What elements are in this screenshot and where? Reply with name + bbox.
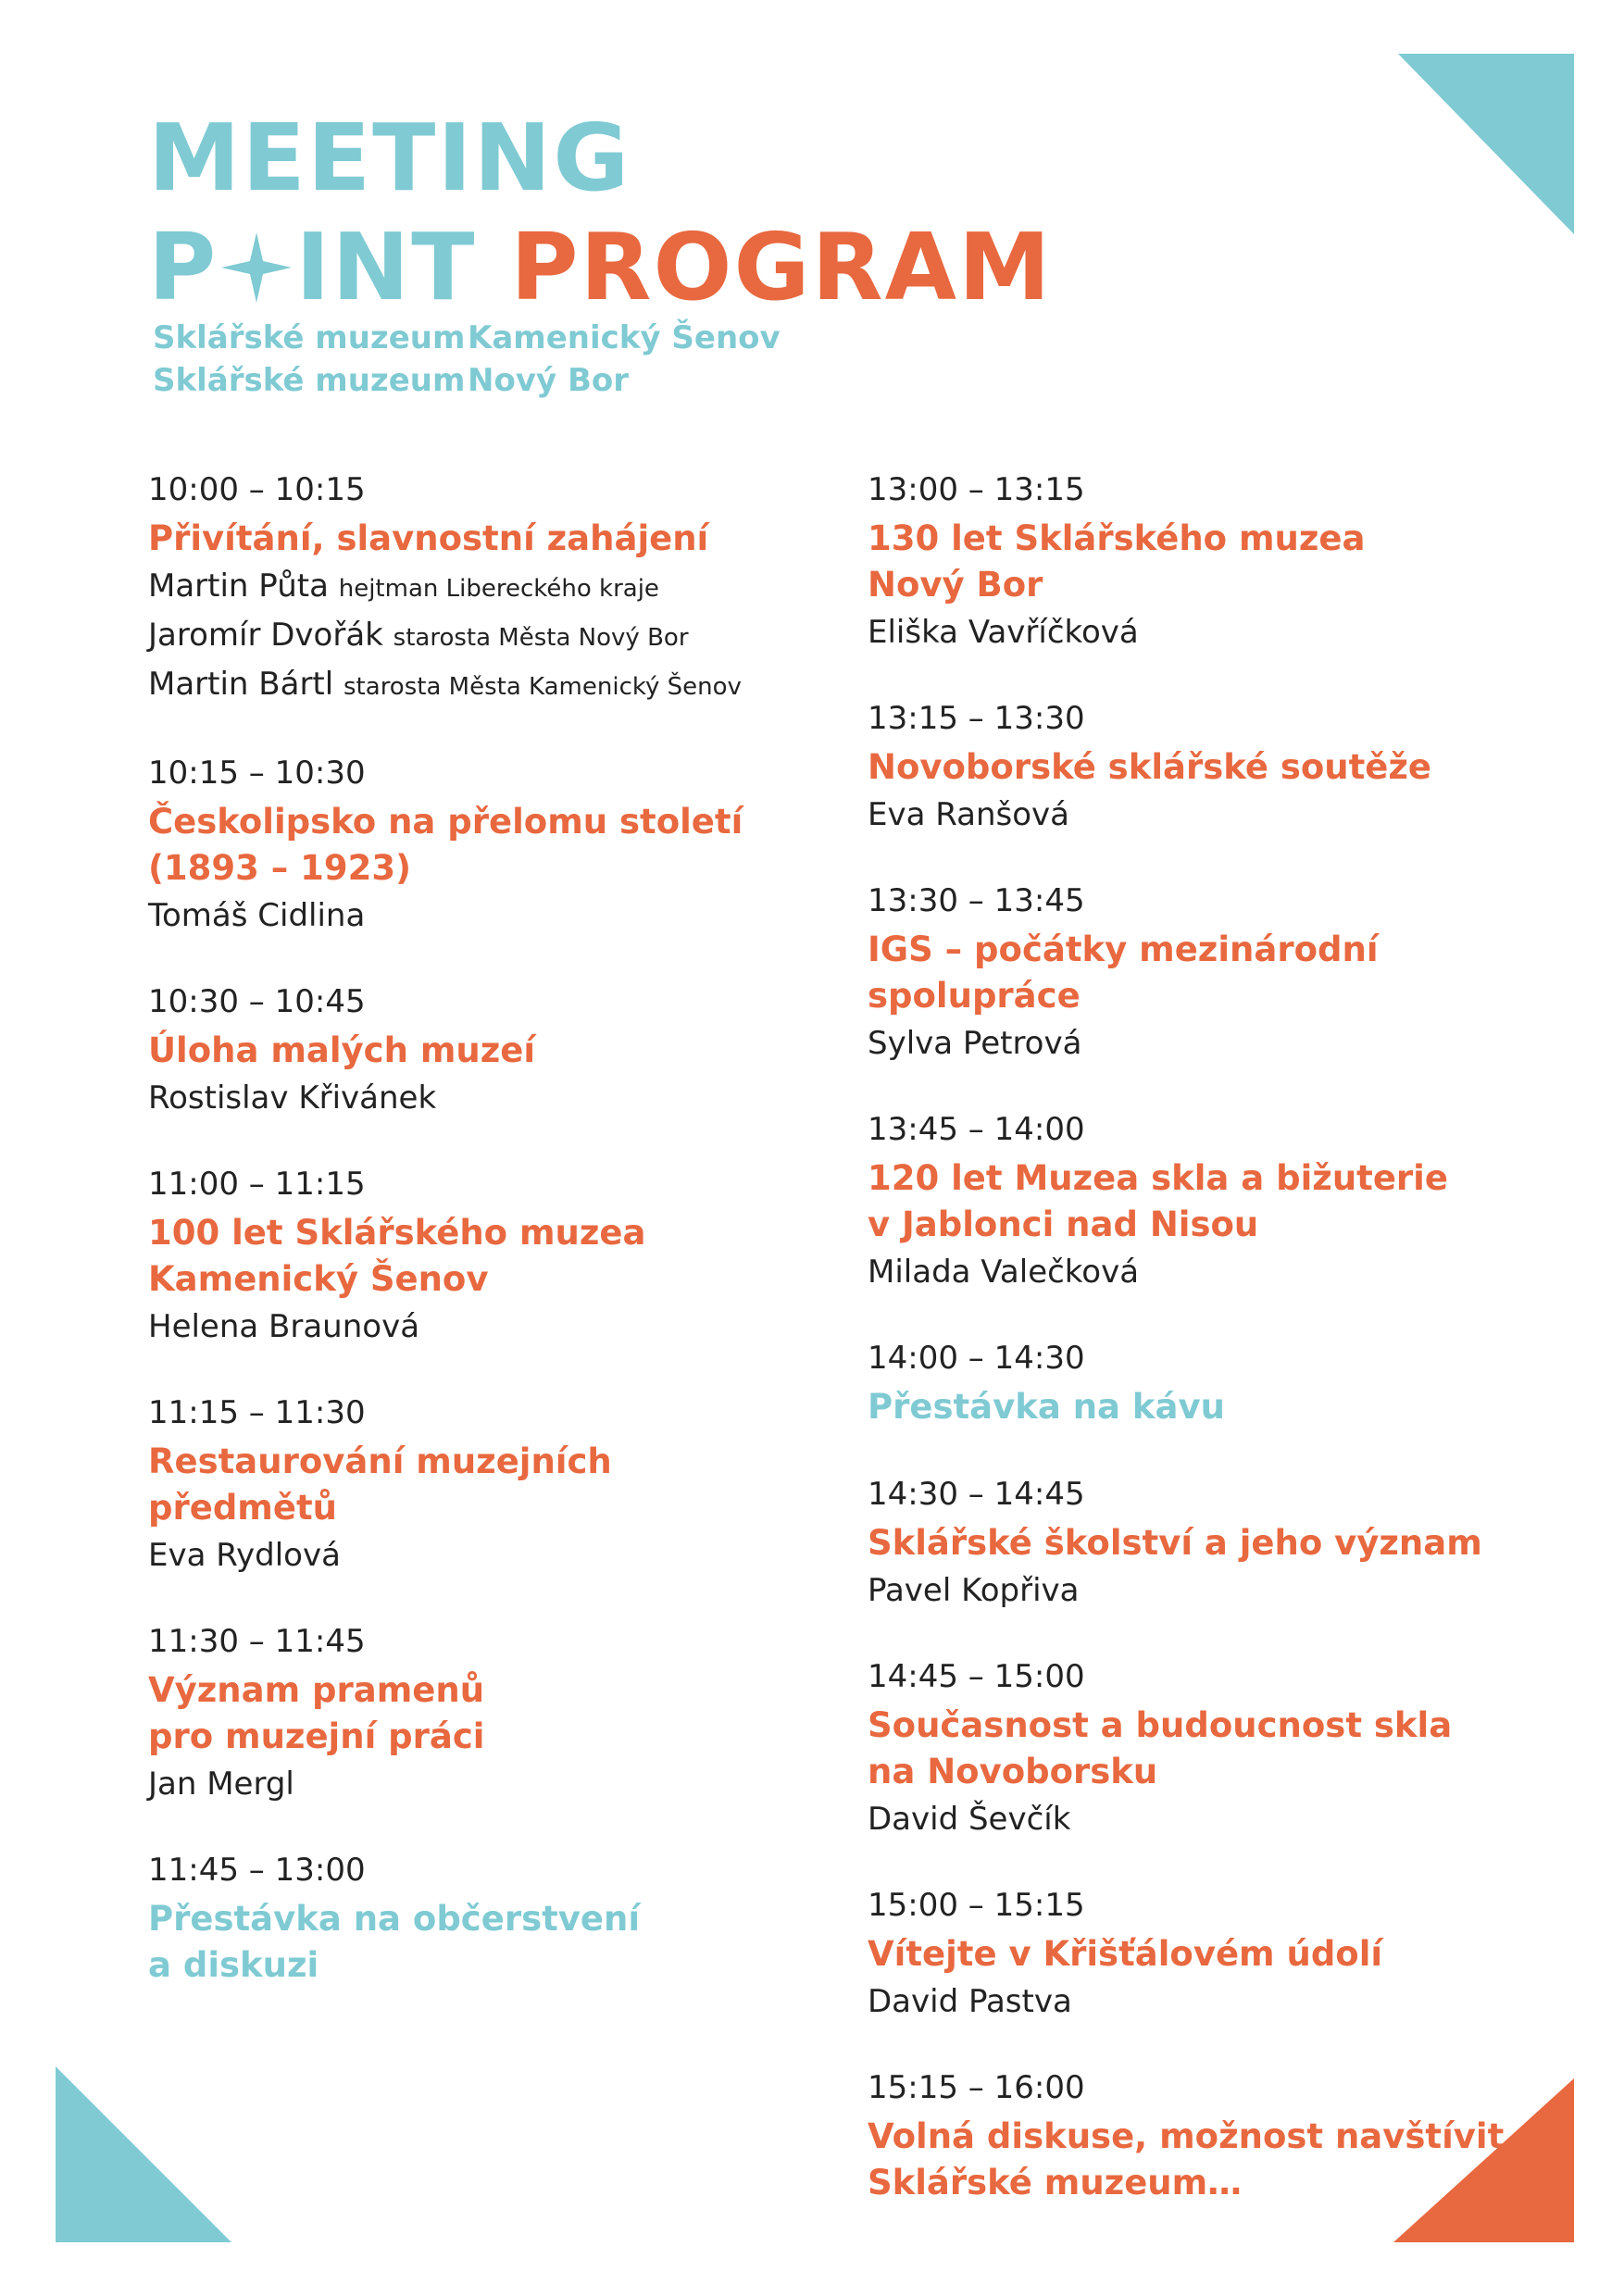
speaker xyxy=(148,564,889,611)
session-title xyxy=(148,1667,889,1760)
session-title xyxy=(868,927,1608,1019)
program-item xyxy=(868,468,1608,655)
session-title-line: Sklářské školství a jeho význam xyxy=(868,1523,1482,1563)
session-title xyxy=(148,1028,889,1074)
speaker-name: Eva Ranšová xyxy=(868,796,1069,833)
speaker-name: Martin Půta xyxy=(148,568,329,605)
speaker-name: Pavel Kopřiva xyxy=(868,1572,1080,1609)
venue-place: Nový Bor xyxy=(468,362,630,399)
speaker xyxy=(868,1979,1608,2024)
session-title-line: předmětů xyxy=(148,1488,337,1528)
corner-triangle-top-right xyxy=(1398,54,1574,234)
session-title-line: Restaurování muzejních xyxy=(148,1441,612,1481)
venue-row xyxy=(153,359,781,402)
session-title-line: 120 let Muzea skla a bižuterie xyxy=(868,1158,1448,1198)
session-title xyxy=(868,1703,1608,1795)
speaker xyxy=(148,893,889,938)
session-time: 14:45 – 15:00 xyxy=(868,1658,1085,1695)
compass-star-icon xyxy=(219,231,294,305)
title-line-meeting: MEETING xyxy=(148,104,631,212)
session-title-line: Kamenický Šenov xyxy=(148,1259,489,1299)
speaker-name: Eva Rydlová xyxy=(148,1537,341,1574)
session-title-line: Volná diskuse, možnost navštívit xyxy=(868,2116,1505,2156)
session-title xyxy=(868,1520,1608,1566)
session-time: 11:45 – 13:00 xyxy=(148,1852,366,1889)
session-time: 10:15 – 10:30 xyxy=(148,755,366,792)
speaker-name: Sylva Petrová xyxy=(868,1025,1082,1062)
session-time: 11:30 – 11:45 xyxy=(148,1623,366,1660)
session-time: 14:30 – 14:45 xyxy=(868,1476,1085,1513)
program-item xyxy=(868,696,1608,837)
session-title-line: Sklářské muzeum… xyxy=(868,2163,1243,2202)
session-title xyxy=(868,1155,1608,1248)
program-column-right xyxy=(868,468,1608,2248)
corner-triangle-bottom-left xyxy=(56,2066,231,2242)
session-time: 14:00 – 14:30 xyxy=(868,1340,1085,1377)
venue-row xyxy=(153,317,781,359)
speaker xyxy=(148,1762,889,1806)
speaker-name: Milada Valečková xyxy=(868,1254,1140,1291)
session-title-line: v Jablonci nad Nisou xyxy=(868,1204,1259,1244)
program-item xyxy=(148,1391,889,1578)
session-title-line: Vítejte v Křišťálovém údolí xyxy=(868,1934,1383,1974)
speaker xyxy=(868,1021,1608,1066)
speaker-name: David Ševčík xyxy=(868,1801,1071,1838)
session-title-line: (1893 – 1923) xyxy=(148,848,412,888)
speaker xyxy=(868,1250,1608,1294)
program-item xyxy=(148,751,889,938)
session-title xyxy=(868,2114,1608,2206)
session-time: 13:30 – 13:45 xyxy=(868,882,1085,919)
session-time: 10:00 – 10:15 xyxy=(148,471,366,508)
speaker-name: Eliška Vavříčková xyxy=(868,614,1139,651)
session-title xyxy=(148,1210,889,1303)
speaker-name: Martin Bártl xyxy=(148,666,334,703)
speaker xyxy=(148,1076,889,1120)
speaker-name: Jaromír Dvořák xyxy=(148,617,383,654)
session-time: 13:45 – 14:00 xyxy=(868,1111,1085,1148)
session-title-line: Přestávka na občerstvení xyxy=(148,1899,641,1939)
program-item xyxy=(868,1654,1608,1841)
program-item xyxy=(148,1619,889,1806)
session-title-line: 130 let Sklářského muzea xyxy=(868,518,1366,558)
speaker xyxy=(868,1797,1608,1841)
venue-name: Sklářské muzeum xyxy=(153,319,466,356)
session-title-line: Úloha malých muzeí xyxy=(148,1030,536,1070)
speaker-name: Tomáš Cidlina xyxy=(148,897,366,934)
session-time: 10:30 – 10:45 xyxy=(148,983,366,1020)
venue-name: Sklářské muzeum xyxy=(153,362,466,399)
program-item xyxy=(148,1848,889,1989)
session-title xyxy=(148,516,889,562)
program-item xyxy=(868,1336,1608,1430)
speaker-role: starosta Města Nový Bor xyxy=(393,624,689,652)
session-time: 11:15 – 11:30 xyxy=(148,1394,366,1431)
session-time: 15:00 – 15:15 xyxy=(868,1887,1085,1924)
speaker xyxy=(148,613,889,660)
break-title xyxy=(868,1384,1608,1430)
speaker-name: Jan Mergl xyxy=(148,1766,294,1803)
session-title-line: Přivítání, slavnostní zahájení xyxy=(148,518,709,558)
session-title-line: 100 let Sklářského muzea xyxy=(148,1213,646,1253)
session-title-line: na Novoborsku xyxy=(868,1752,1158,1791)
page-title xyxy=(148,104,1053,322)
session-time: 15:15 – 16:00 xyxy=(868,2069,1085,2106)
session-time: 13:00 – 13:15 xyxy=(868,471,1085,508)
speaker xyxy=(148,1304,889,1349)
session-title-line: Přestávka na kávu xyxy=(868,1387,1225,1427)
speaker xyxy=(868,792,1608,837)
speaker-role: hejtman Libereckého kraje xyxy=(338,575,659,603)
session-time: 13:15 – 13:30 xyxy=(868,700,1085,737)
program-item xyxy=(868,1107,1608,1294)
program-item xyxy=(868,1472,1608,1613)
session-title-line: Českolipsko na přelomu století xyxy=(148,802,743,842)
speaker xyxy=(148,662,889,709)
session-title xyxy=(868,516,1608,608)
session-title-line: Novoborské sklářské soutěže xyxy=(868,747,1432,787)
speaker xyxy=(148,1533,889,1578)
program-column-left xyxy=(148,468,889,2030)
session-title xyxy=(148,799,889,892)
venue-list xyxy=(153,317,781,402)
program-item xyxy=(148,468,889,709)
session-title-line: Význam pramenů xyxy=(148,1670,485,1710)
title-point-suffix: INT xyxy=(295,213,477,321)
title-line-point-program xyxy=(148,213,1053,322)
speaker xyxy=(868,610,1608,655)
program-item xyxy=(868,879,1608,1066)
title-point-prefix: P xyxy=(148,213,219,321)
session-title-line: spolupráce xyxy=(868,976,1081,1016)
program-item xyxy=(148,1162,889,1349)
session-title-line: Současnost a budoucnost skla xyxy=(868,1705,1453,1745)
session-time: 11:00 – 11:15 xyxy=(148,1166,366,1203)
speaker xyxy=(868,1568,1608,1613)
speaker-role: starosta Města Kamenický Šenov xyxy=(344,673,742,701)
session-title-line: IGS – počátky mezinárodní xyxy=(868,930,1379,969)
break-title xyxy=(148,1896,889,1989)
session-title-line: Nový Bor xyxy=(868,565,1043,605)
speaker-name: Rostislav Křivánek xyxy=(148,1079,437,1117)
title-program: PROGRAM xyxy=(510,213,1053,321)
program-item xyxy=(148,980,889,1120)
session-title-line: pro muzejní práci xyxy=(148,1716,485,1756)
session-title xyxy=(868,1931,1608,1978)
speaker-name: David Pastva xyxy=(868,1983,1072,2020)
session-title-line: a diskuzi xyxy=(148,1945,319,1985)
program-item xyxy=(868,2065,1608,2206)
venue-place: Kamenický Šenov xyxy=(468,319,781,356)
speaker-name: Helena Braunová xyxy=(148,1308,420,1345)
session-title xyxy=(148,1439,889,1531)
session-title xyxy=(868,744,1608,791)
program-item xyxy=(868,1883,1608,2024)
